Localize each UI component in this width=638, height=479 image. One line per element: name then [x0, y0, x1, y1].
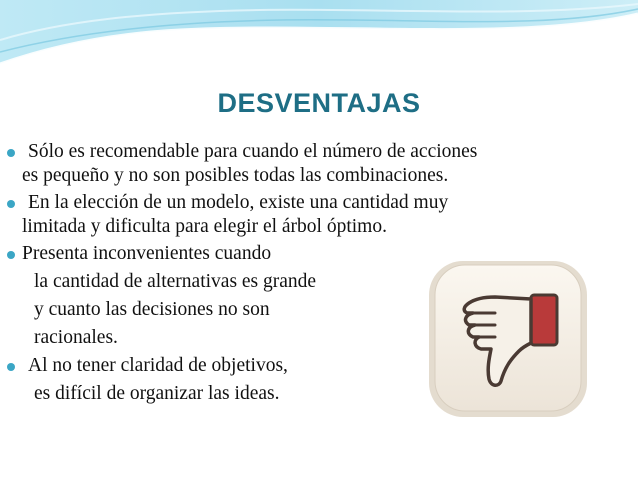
bullet-text: la cantidad de alternativas es grande [34, 271, 317, 292]
header-wave-decoration [0, 0, 638, 90]
bullet-text: Al no tener claridad de objetivos, [28, 355, 288, 376]
bullet-item-1 [6, 140, 606, 188]
bullet-text: es difícil de organizar las ideas. [34, 383, 280, 404]
bullet-icon [7, 149, 15, 157]
bullet-icon [7, 363, 15, 371]
bullet-item-2 [6, 191, 606, 239]
bullet-text: es pequeño y no son posibles todas las combinaciones. [22, 165, 449, 186]
slide-title: DESVENTAJAS [217, 88, 421, 118]
thumbs-down-icon [423, 255, 593, 423]
bullet-text: En la elección de un modelo, existe una cantidad muy [28, 192, 449, 213]
bullet-icon [7, 251, 15, 259]
bullet-text: racionales. [34, 327, 118, 348]
bullet-text: Presenta inconvenientes cuando [22, 243, 272, 264]
bullet-text: limitada y dificulta para elegir el árbol óptimo. [22, 216, 387, 237]
bullet-text: Sólo es recomendable para cuando el número de acciones [28, 141, 478, 162]
bullet-text: y cuanto las decisiones no son [34, 299, 270, 320]
bullet-icon [7, 200, 15, 208]
